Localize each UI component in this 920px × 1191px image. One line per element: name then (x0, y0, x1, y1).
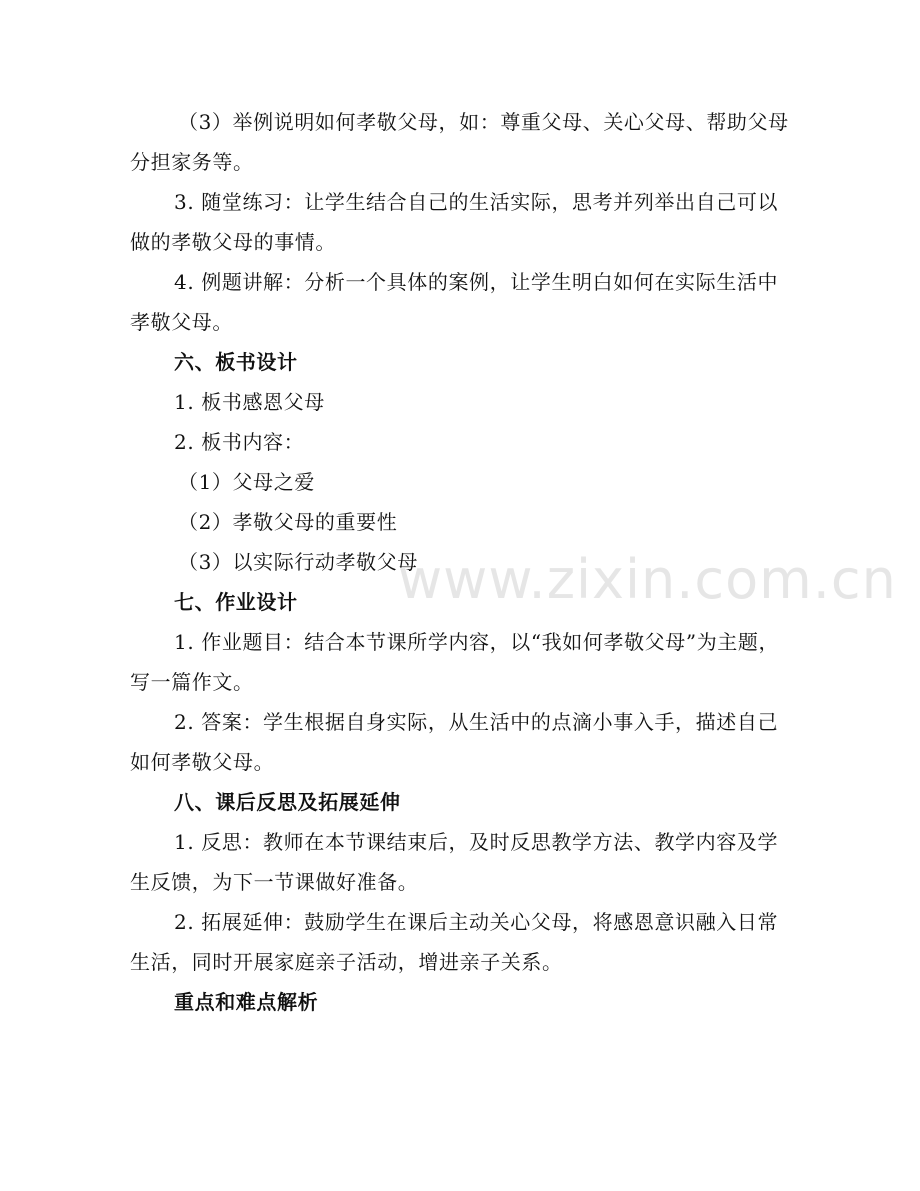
paragraph-example-respect: （3）举例说明如何孝敬父母，如：尊重父母、关心父母、帮助父母分担家务等。 (130, 110, 789, 174)
paragraph-blackboard-title: 1. 板书感恩父母 (174, 390, 325, 414)
list-item-action: （3）以实际行动孝敬父母 (178, 550, 418, 574)
paragraph-blackboard-content: 2. 板书内容： (174, 430, 305, 454)
paragraph-example-explanation: 4. 例题讲解：分析一个具体的案例，让学生明白如何在实际生活中孝敬父母。 (130, 270, 779, 334)
section-heading-key-points: 重点和难点解析 (174, 990, 319, 1014)
section-heading-blackboard-design: 六、板书设计 (174, 350, 298, 374)
section-heading-reflection: 八、课后反思及拓展延伸 (174, 790, 401, 814)
section-heading-homework-design: 七、作业设计 (174, 590, 298, 614)
list-item-importance: （2）孝敬父母的重要性 (178, 510, 398, 534)
list-item-parents-love: （1）父母之爱 (178, 470, 315, 494)
document-content (130, 102, 790, 1022)
paragraph-homework-topic: 1. 作业题目：结合本节课所学内容，以“我如何孝敬父母”为主题，写一篇作文。 (130, 630, 780, 694)
paragraph-classroom-practice: 3. 随堂练习：让学生结合自己的生活实际，思考并列举出自己可以做的孝敬父母的事情。 (130, 190, 779, 254)
paragraph-reflection: 1. 反思：教师在本节课结束后，及时反思教学方法、教学内容及学生反馈，为下一节课做好准备。 (130, 830, 779, 894)
paragraph-extension: 2. 拓展延伸：鼓励学生在课后主动关心父母，将感恩意识融入日常生活，同时开展家庭亲子活动，增进亲子关系。 (130, 910, 779, 974)
watermark-text: www.zixin.com.cn (398, 548, 897, 611)
paragraph-homework-answer: 2. 答案：学生根据自身实际，从生活中的点滴小事入手，描述自己如何孝敬父母。 (130, 710, 779, 774)
